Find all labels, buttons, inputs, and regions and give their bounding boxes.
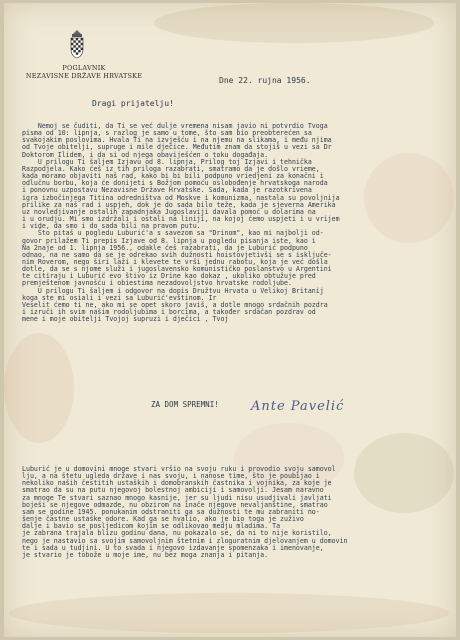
paper-stain <box>154 3 434 43</box>
paper-stain <box>4 333 74 443</box>
coat-of-arms-icon <box>69 29 85 59</box>
salutation: Dragi prijatelju! <box>92 99 174 108</box>
letter-date: Dne 22. rujna 1956. <box>219 76 311 85</box>
letterhead-subtitle: NEZAVISNE DRŽAVE HRVATSKE <box>25 72 143 80</box>
paper-stain <box>9 593 449 633</box>
closing-salute: ZA DOM SPREMNI! <box>151 400 219 409</box>
letterhead-title: POGLAVNIK <box>62 64 106 72</box>
letter-page <box>4 3 456 637</box>
letter-body: Nemoj se čuditi, da Ti se već dulje vremena nisam javio ni potvrdio Tvoga pisma od 10: lipnja, s razlog je samo u tome, što sam bio preobterećen sa svakojakim poslovima. Hvala Ti na izvješću i na njemu na slikama, i među njima od Tvoje obitelji, supruge i mile dječice. Međutim znam da stojiš u vezi sa Dr Doktorom Ilidem, i da si od njega obaviješćen o toku događaja. U prilogu Ti šaljem Izjavu od 8. lipnja, Prilog toj Izjavi i tehnička Razpodjela. Kako ćeš iz tih priloga razabrati, smatramo da je došlo vrieme, kada moramo objaviti naš rad, kako bi bi bili podpuno vriedjeni za konačni i odlučnu borbu, koja će donijeti s Božjom pomoću oslobođenje hrvatskoga naroda i ponovnu uzpostavu Nezavisne Države Hrvatske. Sada, kada je razotkrivena igra izbočinjega Titina odredništva od Moskve i komunizma, nastala su povoljnija prilike za naš rad i uspjeh, dok je do sada bilo teže, kada je sjeverna Amerika uz novledjivanje ostalih zapadnjaka Jugoslaviji davala pomoć u dolarima na i u orudju. Mi smo izdržali i ostali na liniji, na kojoj ćemo uspjeti i u vrijem i vide, da smo i do sada bili na pravom putu. Što pitaš u pogledu Luburić'a s savezom sa "Drinom", kao mi najbolji od- govor prilažem Ti prepis Izjave od 8. lipnja u pogledu pisanja iste, kao i Na 2naje od 1. lipnja 1956., odakle ćeš razabrati, da je Luburić podpuno odnao, na ne samo da se je odrekao svih dužnosti hoistovjetivši se s isključe- nim Roverom, nego širi laži i klevete te vrši jednu rabotu, koja je već došla dotle, da se s njome služi i jugoslavensko komunističko poslanstvo u Argentini te citiraju i Luburić evo štivo iz Drine kao dokaz , ukoliko obtužuje pred premještenom javnošću i obiestima nezadovoljstvo hrvatske rodoljube. U prilogu Ti šaljem i odgovor na dopis Družtvu Hrvata u Velikoj Britanij koga ste mi osiali i vezi sa Luburić'evštinom. Ir Veselit ćemo ti ne, ako mi se opet skoro javiš, a dotle mnogo srdačnih pozdra i izruči ih svim našim rodoljubima i borcima, a također srdačan pozdrav od mene i moje obitelji Tvojoj supruzi i dječici , Tvoj <box>22 122 340 324</box>
handwritten-signature: Ante Pavelić <box>251 399 345 414</box>
appendix-paragraph: Luburić je u domovini mnoge stvari vršio na svoju ruku i provodio svoju samovol lju, a na štetu ugleda države i nas svoju, i nanose time, što je poubijao i nekoliko naših čestitih ustaških i domobranskih častnika i vojnika, za koje je smatrao da su na putu njegovoj bolestnoj ambiciji i samovolji. Jesam naravno za mnoge Te stvari saznao mnogo kasnije, jer su ljudi nisu usudjivali javljati boješi se njegove odmazde, nu obzirom na inače njegove nevaljanštine, smatrao sam se godine 1945. ponukanim odstraniti ga sa dužnosti te mu zabraniti no- šenje častne ustaške odore. Kad ga se hvalio, ako je bio toga je zuživo dalje i bavio se posljedicom kojim se odlikovao medju mladima. Ta je zabrana trajala blizu godinu dana, nu pokazalo se, da ni to nije koristilo, nego je nastavio sa svojim samovoljnim štetnim i zloguratnim djelovanjem u domovin te i sada u tudjini. U to svada i njegovo izdavanje spomenzaka i imenovanje, je stvario je tobože u moje ime, nu bez moga znanja i pitanja. <box>22 465 348 559</box>
